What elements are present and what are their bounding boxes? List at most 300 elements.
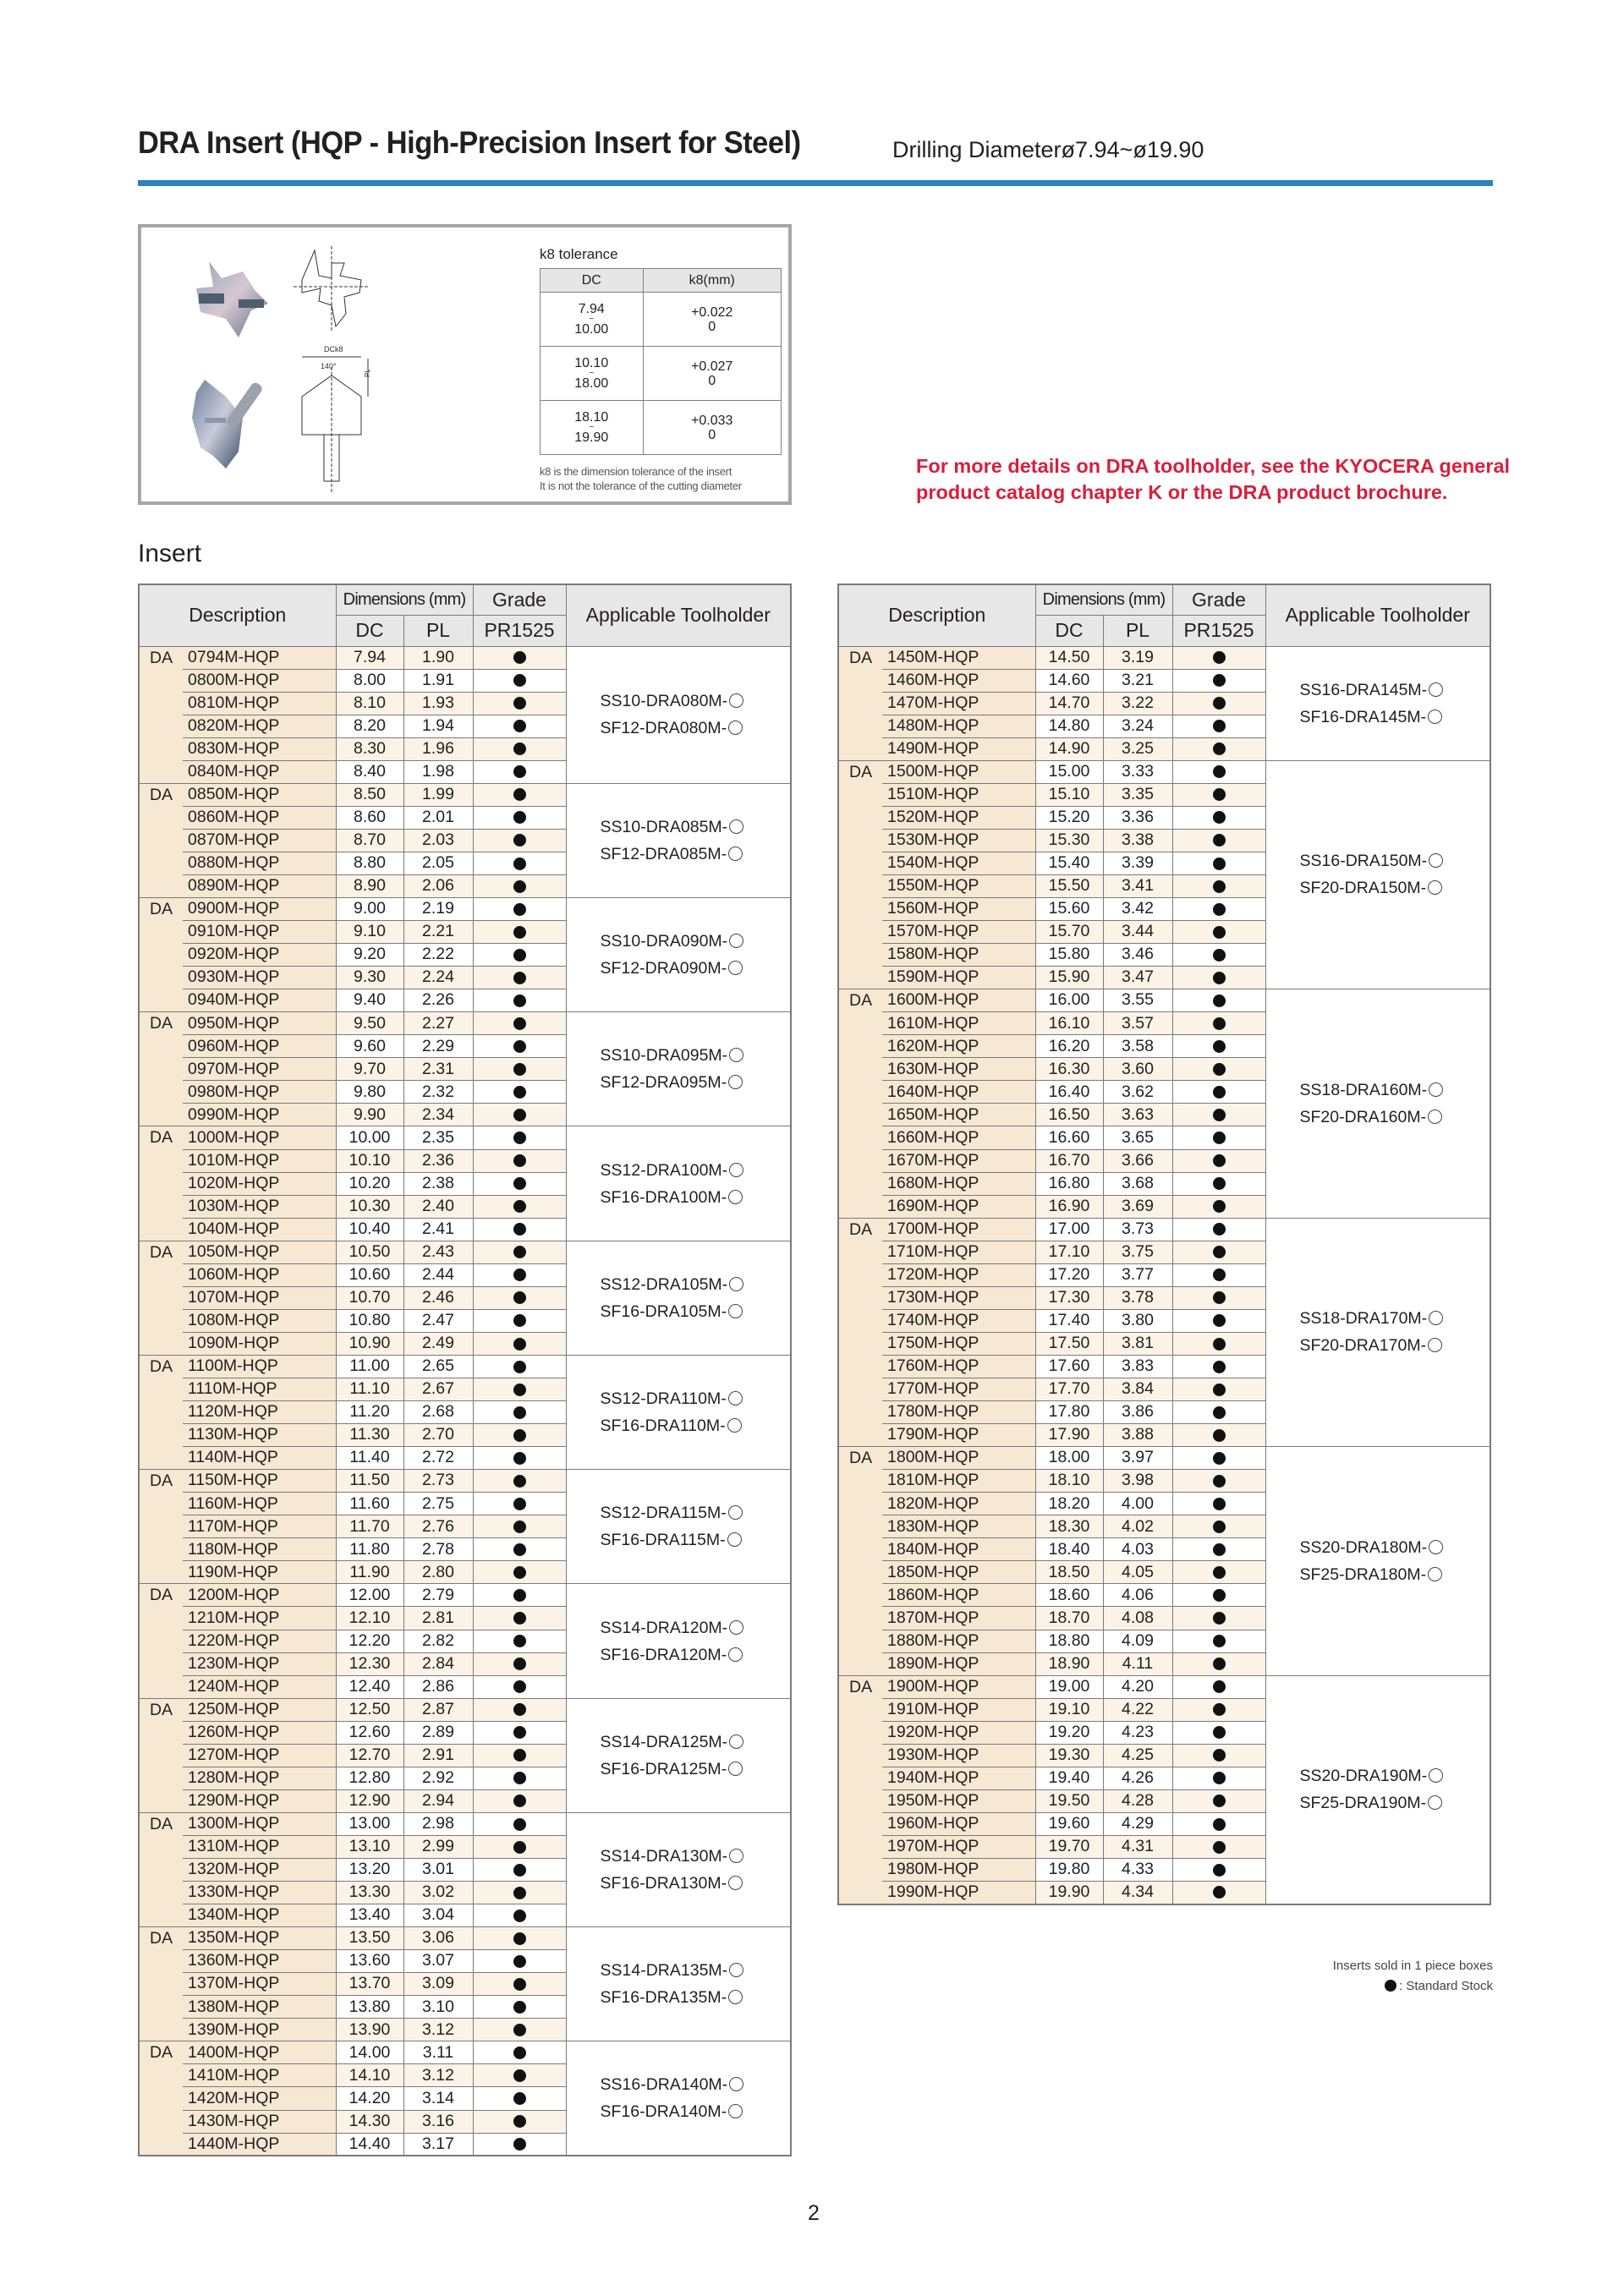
insert-description: 1270M-HQP xyxy=(183,1744,336,1767)
grade-cell xyxy=(1172,921,1265,944)
dc-value: 12.90 xyxy=(336,1789,403,1812)
pl-value: 2.86 xyxy=(403,1675,473,1698)
table-row xyxy=(139,1584,791,1607)
pl-value: 4.11 xyxy=(1103,1652,1172,1675)
dc-value: 9.40 xyxy=(336,989,403,1012)
dc-value: 12.00 xyxy=(336,1584,403,1607)
dc-value: 11.50 xyxy=(336,1470,403,1493)
toolholder-code: SF12-DRA080M- xyxy=(600,719,727,738)
standard-stock-dot-icon xyxy=(1213,858,1226,870)
insert-description: 1240M-HQP xyxy=(183,1675,336,1698)
col-toolholder: Applicable Toolholder xyxy=(1265,584,1490,646)
legend-label: : Standard Stock xyxy=(1399,1979,1493,1993)
grade-cell xyxy=(473,1493,566,1515)
insert-description: 1620M-HQP xyxy=(882,1035,1035,1058)
dc-value: 13.60 xyxy=(336,1950,403,1973)
dc-value: 16.70 xyxy=(1035,1149,1103,1172)
toolholder-item xyxy=(601,2098,790,2125)
table-row xyxy=(139,1812,791,1835)
insert-description: 0920M-HQP xyxy=(183,944,336,967)
insert-description: 1390M-HQP xyxy=(183,2019,336,2041)
grade-cell xyxy=(1172,967,1265,989)
grade-cell xyxy=(473,2064,566,2087)
grade-cell xyxy=(1172,760,1265,783)
standard-stock-dot-icon xyxy=(513,1040,526,1053)
insert-description: 1200M-HQP xyxy=(183,1584,336,1607)
insert-description: 1590M-HQP xyxy=(882,967,1035,989)
insert-description: 1060M-HQP xyxy=(183,1263,336,1286)
pl-value: 3.73 xyxy=(1103,1218,1172,1241)
toolholder-code: SS12-DRA110M- xyxy=(600,1389,727,1409)
subtitle-text: Drilling Diameterø7.94~ø19.90 xyxy=(892,137,1204,162)
insert-description: 0900M-HQP xyxy=(183,898,336,921)
svg-text:PL: PL xyxy=(364,369,371,377)
size-placeholder-circle-icon xyxy=(729,1277,743,1291)
dc-value: 12.30 xyxy=(336,1652,403,1675)
dc-value: 15.10 xyxy=(1035,783,1103,806)
insert-description: 1770M-HQP xyxy=(882,1378,1035,1401)
k8-col-k8: k8(mm) xyxy=(643,269,781,293)
standard-stock-dot-icon xyxy=(513,972,526,984)
standard-stock-dot-icon xyxy=(513,1406,526,1419)
toolholder-item xyxy=(1300,1789,1490,1817)
pl-value: 2.81 xyxy=(403,1607,473,1630)
standard-stock-dot-icon xyxy=(513,743,526,755)
k8-tolerance-table xyxy=(540,268,782,455)
standard-stock-dot-icon xyxy=(1213,834,1226,847)
toolholder-item xyxy=(1300,1534,1490,1561)
dc-value: 19.90 xyxy=(1035,1882,1103,1904)
standard-stock-dot-icon xyxy=(513,1223,526,1236)
insert-description: 1550M-HQP xyxy=(882,874,1035,897)
insert-description: 1260M-HQP xyxy=(183,1721,336,1744)
pl-value: 2.29 xyxy=(403,1035,473,1058)
dc-value: 10.20 xyxy=(336,1172,403,1195)
insert-description: 1340M-HQP xyxy=(183,1904,336,1927)
k8-row xyxy=(540,401,782,455)
size-placeholder-circle-icon xyxy=(1429,1082,1443,1097)
size-placeholder-circle-icon xyxy=(1429,682,1443,697)
size-placeholder-circle-icon xyxy=(1429,1540,1443,1554)
grade-cell xyxy=(473,1607,566,1630)
size-placeholder-circle-icon xyxy=(1428,1795,1442,1810)
dc-value: 10.60 xyxy=(336,1263,403,1286)
toolholder-item xyxy=(1300,1332,1490,1359)
toolholder-code: SS10-DRA085M- xyxy=(600,817,728,836)
insert-description: 1280M-HQP xyxy=(183,1767,336,1789)
grade-cell xyxy=(1172,944,1265,967)
note-line1: For more details on DRA toolholder, see the KYOCERA general xyxy=(916,455,1511,477)
size-placeholder-circle-icon xyxy=(729,1849,743,1863)
toolholder-code: SF20-DRA170M- xyxy=(1299,1336,1427,1356)
table-row xyxy=(838,1447,1490,1470)
standard-stock-dot-icon xyxy=(513,1086,526,1099)
pl-value: 1.98 xyxy=(403,760,473,783)
dc-value: 17.50 xyxy=(1035,1332,1103,1355)
grade-cell xyxy=(1172,1447,1265,1470)
toolholder-code: SF20-DRA150M- xyxy=(1299,879,1427,898)
series-prefix: DA xyxy=(838,760,882,989)
standard-stock-dot-icon xyxy=(1213,995,1226,1007)
pl-value: 1.96 xyxy=(403,737,473,760)
dc-value: 19.70 xyxy=(1035,1835,1103,1858)
size-placeholder-circle-icon xyxy=(729,1734,743,1749)
grade-cell xyxy=(1172,1378,1265,1401)
dc-value: 12.80 xyxy=(336,1767,403,1789)
grade-cell xyxy=(1172,1401,1265,1424)
pl-value: 2.46 xyxy=(403,1286,473,1309)
grade-cell xyxy=(473,1195,566,1218)
grade-cell xyxy=(473,2019,566,2041)
dc-value: 11.80 xyxy=(336,1538,403,1561)
pl-value: 2.75 xyxy=(403,1493,473,1515)
dc-value: 10.80 xyxy=(336,1309,403,1332)
toolholder-code: SF25-DRA190M- xyxy=(1299,1794,1427,1813)
insert-description: 0810M-HQP xyxy=(183,692,336,715)
standard-stock-dot-icon xyxy=(513,1521,526,1533)
insert-description: 0840M-HQP xyxy=(183,760,336,783)
note-line2: product catalog chapter K or the DRA product brochure. xyxy=(916,481,1448,503)
dc-value: 8.90 xyxy=(336,874,403,897)
toolholder-code: SS14-DRA125M- xyxy=(600,1732,728,1751)
grade-cell xyxy=(473,1767,566,1789)
toolholder-code: SS20-DRA190M- xyxy=(1299,1767,1428,1786)
insert-description: 1670M-HQP xyxy=(882,1149,1035,1172)
size-placeholder-circle-icon xyxy=(727,1532,742,1547)
toolholder-code: SF12-DRA090M- xyxy=(600,959,727,978)
table-row xyxy=(838,1218,1490,1241)
col-grade-pr1525: PR1525 xyxy=(1172,615,1265,646)
insert-description: 1150M-HQP xyxy=(183,1470,336,1493)
dc-value: 15.90 xyxy=(1035,967,1103,989)
series-prefix: DA xyxy=(838,1218,882,1446)
grade-cell xyxy=(1172,1882,1265,1904)
standard-stock-dot-icon xyxy=(513,2115,526,2128)
insert-side-view-drawing-icon xyxy=(294,342,387,498)
toolholder-item xyxy=(601,715,790,742)
table-row xyxy=(838,989,1490,1012)
standard-stock-dot-icon xyxy=(513,834,526,847)
toolholder-code: SS20-DRA180M- xyxy=(1299,1537,1428,1557)
standard-stock-dot-icon xyxy=(1213,1886,1226,1899)
dc-value: 15.00 xyxy=(1035,760,1103,783)
dc-value: 14.90 xyxy=(1035,737,1103,760)
insert-description: 1530M-HQP xyxy=(882,829,1035,852)
pl-value: 3.22 xyxy=(1103,692,1172,715)
dc-value: 8.10 xyxy=(336,692,403,715)
dc-value: 10.00 xyxy=(336,1126,403,1149)
standard-stock-dot-icon xyxy=(513,1978,526,1991)
toolholder-code: SS12-DRA115M- xyxy=(600,1504,727,1523)
svg-text:DCk8: DCk8 xyxy=(324,345,343,353)
dc-value: 13.50 xyxy=(336,1927,403,1950)
insert-description: 1310M-HQP xyxy=(183,1835,336,1858)
standard-stock-dot-icon xyxy=(513,1452,526,1465)
pl-value: 2.34 xyxy=(403,1104,473,1126)
standard-stock-dot-icon xyxy=(1385,1980,1396,1992)
size-placeholder-circle-icon xyxy=(728,961,743,975)
dc-value: 19.10 xyxy=(1035,1698,1103,1721)
standard-stock-dot-icon xyxy=(1213,1200,1226,1213)
dc-value: 8.70 xyxy=(336,829,403,852)
grade-cell xyxy=(473,989,566,1012)
insert-description: 1900M-HQP xyxy=(882,1675,1035,1698)
grade-cell xyxy=(1172,1721,1265,1744)
grade-cell xyxy=(473,1241,566,1263)
grade-cell xyxy=(473,874,566,897)
insert-description: 1100M-HQP xyxy=(183,1355,336,1378)
standard-stock-dot-icon xyxy=(513,1177,526,1190)
toolholder-code: SS12-DRA105M- xyxy=(600,1274,728,1294)
dc-value: 11.70 xyxy=(336,1515,403,1538)
grade-cell xyxy=(473,1744,566,1767)
standard-stock-dot-icon xyxy=(513,1361,526,1373)
insert-description: 1350M-HQP xyxy=(183,1927,336,1950)
grade-cell xyxy=(1172,1835,1265,1858)
table-row xyxy=(139,2041,791,2064)
toolholder-code: SS16-DRA145M- xyxy=(1299,680,1428,699)
pl-value: 2.76 xyxy=(403,1515,473,1538)
series-prefix: DA xyxy=(139,1126,183,1241)
applicable-toolholder xyxy=(566,1584,791,1698)
size-placeholder-circle-icon xyxy=(728,1647,743,1662)
dc-value: 10.10 xyxy=(336,1149,403,1172)
dc-value: 17.00 xyxy=(1035,1218,1103,1241)
series-prefix: DA xyxy=(838,989,882,1218)
grade-cell xyxy=(1172,1584,1265,1607)
insert-description: 1880M-HQP xyxy=(882,1630,1035,1652)
dc-value: 15.60 xyxy=(1035,898,1103,921)
insert-description: 1720M-HQP xyxy=(882,1263,1035,1286)
insert-description: 1800M-HQP xyxy=(882,1447,1035,1470)
grade-cell xyxy=(473,806,566,829)
k8-row xyxy=(540,347,782,401)
standard-stock-dot-icon xyxy=(513,811,526,824)
grade-cell xyxy=(1172,1012,1265,1035)
series-prefix: DA xyxy=(139,898,183,1012)
insert-description: 1490M-HQP xyxy=(882,737,1035,760)
pl-value: 3.75 xyxy=(1103,1241,1172,1263)
standard-stock-dot-icon xyxy=(513,1795,526,1807)
insert-description: 1410M-HQP xyxy=(183,2064,336,2087)
dc-value: 18.30 xyxy=(1035,1515,1103,1538)
insert-description: 1010M-HQP xyxy=(183,1149,336,1172)
insert-description: 1470M-HQP xyxy=(882,692,1035,715)
insert-description: 0950M-HQP xyxy=(183,1012,336,1035)
standard-stock-dot-icon xyxy=(513,1384,526,1396)
standard-stock-dot-icon xyxy=(513,674,526,687)
dc-value: 9.70 xyxy=(336,1058,403,1081)
toolholder-code: SF16-DRA110M- xyxy=(600,1417,726,1436)
pl-value: 2.65 xyxy=(403,1355,473,1378)
dc-value: 14.50 xyxy=(1035,646,1103,669)
pl-value: 3.78 xyxy=(1103,1286,1172,1309)
dc-value: 17.70 xyxy=(1035,1378,1103,1401)
standard-stock-dot-icon xyxy=(513,765,526,778)
section-label-insert: Insert xyxy=(138,540,202,567)
toolholder-code: SF16-DRA130M- xyxy=(600,1874,727,1893)
insert-photo-top-icon xyxy=(192,253,273,348)
pl-value: 2.98 xyxy=(403,1812,473,1835)
toolholder-code: SS10-DRA090M- xyxy=(600,932,728,951)
dc-value: 7.94 xyxy=(336,646,403,669)
grade-cell xyxy=(473,1858,566,1881)
applicable-toolholder xyxy=(1265,1218,1490,1446)
insert-description: 1910M-HQP xyxy=(882,1698,1035,1721)
grade-cell xyxy=(1172,1424,1265,1447)
k8-tolerance-value: +0.022 0 xyxy=(643,293,781,347)
grade-cell xyxy=(1172,1493,1265,1515)
dc-value: 19.80 xyxy=(1035,1858,1103,1881)
pl-value: 3.07 xyxy=(403,1950,473,1973)
insert-description: 1500M-HQP xyxy=(882,760,1035,783)
col-grade: Grade xyxy=(473,584,566,615)
toolholder-code: SF16-DRA125M- xyxy=(600,1759,727,1778)
toolholder-item xyxy=(601,928,790,955)
standard-stock-dot-icon xyxy=(513,1017,526,1030)
pl-value: 2.70 xyxy=(403,1424,473,1447)
standard-stock-dot-icon xyxy=(1213,1658,1226,1670)
pl-value: 4.33 xyxy=(1103,1858,1172,1881)
pl-value: 3.68 xyxy=(1103,1172,1172,1195)
grade-cell xyxy=(473,967,566,989)
grade-cell xyxy=(1172,1263,1265,1286)
pl-value: 3.98 xyxy=(1103,1470,1172,1493)
pl-value: 3.41 xyxy=(1103,874,1172,897)
dc-value: 12.60 xyxy=(336,1721,403,1744)
dc-value: 19.30 xyxy=(1035,1744,1103,1767)
pl-value: 1.94 xyxy=(403,715,473,737)
col-dimensions: Dimensions (mm) xyxy=(336,584,473,615)
dc-value: 9.90 xyxy=(336,1104,403,1126)
toolholder-item xyxy=(1300,1305,1490,1332)
applicable-toolholder xyxy=(566,646,791,783)
size-placeholder-circle-icon xyxy=(728,1304,743,1318)
insert-description: 1630M-HQP xyxy=(882,1058,1035,1081)
standard-stock-dot-icon xyxy=(513,2092,526,2105)
standard-stock-dot-icon xyxy=(513,880,526,893)
standard-stock-dot-icon xyxy=(513,1658,526,1670)
insert-description: 1110M-HQP xyxy=(183,1378,336,1401)
pl-value: 3.38 xyxy=(1103,829,1172,852)
k8-note-line2: It is not the tolerance of the cutting diameter xyxy=(540,479,742,492)
dc-value: 10.90 xyxy=(336,1332,403,1355)
insert-description: 0970M-HQP xyxy=(183,1058,336,1081)
insert-description: 1690M-HQP xyxy=(882,1195,1035,1218)
insert-description: 1210M-HQP xyxy=(183,1607,336,1630)
standard-stock-dot-icon xyxy=(1213,1452,1226,1465)
size-placeholder-circle-icon xyxy=(729,934,743,948)
toolholder-item xyxy=(1300,874,1490,901)
size-placeholder-circle-icon xyxy=(728,847,743,861)
insert-description: 1160M-HQP xyxy=(183,1493,336,1515)
insert-description: 0990M-HQP xyxy=(183,1104,336,1126)
table-row xyxy=(139,1126,791,1149)
pl-value: 4.08 xyxy=(1103,1607,1172,1630)
standard-stock-dot-icon xyxy=(513,1063,526,1076)
k8-dc-range: 10.10 ~ 18.00 xyxy=(540,347,644,401)
grade-cell xyxy=(473,1698,566,1721)
standard-stock-dot-icon xyxy=(513,1154,526,1167)
pl-value: 2.06 xyxy=(403,874,473,897)
toolholder-code: SF20-DRA160M- xyxy=(1299,1107,1427,1126)
pl-value: 3.88 xyxy=(1103,1424,1172,1447)
pl-value: 3.12 xyxy=(403,2019,473,2041)
pl-value: 4.09 xyxy=(1103,1630,1172,1652)
table-row xyxy=(838,646,1490,669)
dc-value: 19.40 xyxy=(1035,1767,1103,1789)
standard-stock-dot-icon xyxy=(513,1314,526,1327)
dc-value: 18.90 xyxy=(1035,1652,1103,1675)
standard-stock-dot-icon xyxy=(513,1338,526,1351)
grade-cell xyxy=(473,1332,566,1355)
grade-cell xyxy=(473,1081,566,1104)
grade-cell xyxy=(1172,783,1265,806)
standard-stock-dot-icon xyxy=(1213,1864,1226,1877)
standard-stock-dot-icon xyxy=(513,1818,526,1831)
dc-value: 15.30 xyxy=(1035,829,1103,852)
toolholder-code: SF16-DRA140M- xyxy=(600,2102,727,2122)
insert-table-left xyxy=(138,584,792,2156)
toolholder-item xyxy=(601,2071,790,2098)
applicable-toolholder xyxy=(566,1470,791,1584)
standard-stock-dot-icon xyxy=(513,1246,526,1258)
size-placeholder-circle-icon xyxy=(729,1620,743,1635)
dc-value: 14.00 xyxy=(336,2041,403,2064)
insert-description: 1330M-HQP xyxy=(183,1882,336,1904)
insert-table-right xyxy=(837,584,1491,1905)
pl-value: 1.99 xyxy=(403,783,473,806)
dc-value: 17.90 xyxy=(1035,1424,1103,1447)
dc-value: 15.70 xyxy=(1035,921,1103,944)
applicable-toolholder xyxy=(1265,1675,1490,1904)
toolholder-code: SS10-DRA095M- xyxy=(600,1046,728,1066)
standard-stock-dot-icon xyxy=(1213,1795,1226,1807)
size-placeholder-circle-icon xyxy=(728,1075,743,1089)
series-prefix: DA xyxy=(838,646,882,760)
toolholder-item xyxy=(601,1184,790,1211)
applicable-toolholder xyxy=(566,783,791,897)
standard-stock-dot-icon xyxy=(513,651,526,664)
grade-cell xyxy=(1172,1149,1265,1172)
grade-cell xyxy=(473,1584,566,1607)
insert-description: 0870M-HQP xyxy=(183,829,336,852)
dc-value: 14.20 xyxy=(336,2087,403,2110)
insert-description: 1790M-HQP xyxy=(882,1424,1035,1447)
dc-value: 11.30 xyxy=(336,1424,403,1447)
insert-description: 1510M-HQP xyxy=(882,783,1035,806)
pl-value: 4.02 xyxy=(1103,1515,1172,1538)
pl-value: 3.62 xyxy=(1103,1081,1172,1104)
dc-value: 8.40 xyxy=(336,760,403,783)
dc-value: 13.30 xyxy=(336,1882,403,1904)
standard-stock-dot-icon xyxy=(1213,1566,1226,1579)
size-placeholder-circle-icon xyxy=(1429,1311,1443,1325)
size-placeholder-circle-icon xyxy=(1428,710,1442,724)
grade-cell xyxy=(1172,1355,1265,1378)
dc-value: 13.40 xyxy=(336,1904,403,1927)
k8-col-dc: DC xyxy=(540,269,644,293)
standard-stock-dot-icon xyxy=(513,995,526,1007)
k8-dc-range: 18.10 ~ 19.90 xyxy=(540,401,644,455)
pl-value: 4.05 xyxy=(1103,1561,1172,1584)
pl-value: 2.44 xyxy=(403,1263,473,1286)
grade-cell xyxy=(473,944,566,967)
size-placeholder-circle-icon xyxy=(1428,1567,1442,1581)
dc-value: 13.70 xyxy=(336,1973,403,1996)
grade-cell xyxy=(473,1035,566,1058)
toolholder-item xyxy=(601,1756,790,1783)
